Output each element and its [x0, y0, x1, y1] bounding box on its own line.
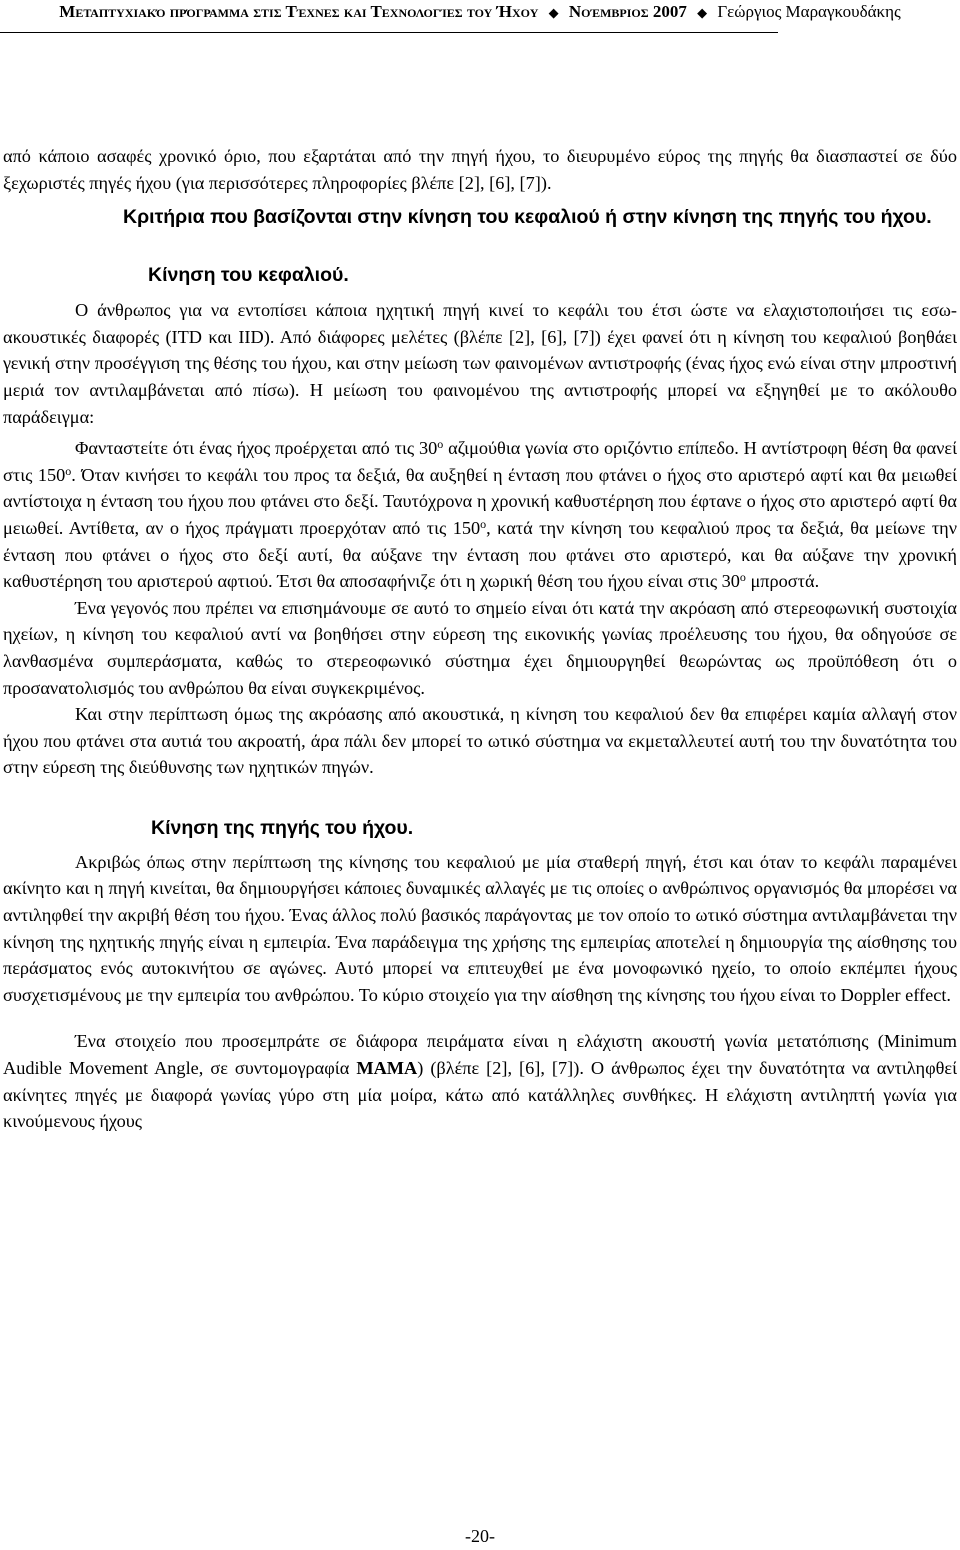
degree-sign: ο: [65, 463, 72, 478]
text-run: Φανταστείτε ότι ένας ήχος προέρχεται από τις 30: [75, 438, 438, 459]
document-body: [3, 143, 957, 1135]
header-divider: [0, 32, 778, 33]
degree-sign: ο: [480, 516, 487, 531]
paragraph-source-motion-1: Ακριβώς όπως στην περίπτωση της κίνησης του κεφαλιού με μία σταθερή πηγή, έτσι και όταν το κεφάλι παραμένει ακίνητο και η πηγή κινείται, θα δημιουργήσει κάποιες δυναμικές αλλαγές με τις οποίες ο ανθρώπινος οργανισμός θα μπορέσει να αντιληφθεί την ακριβή θέση του ήχου. Ένας άλλος πολύ βασικός παράγοντας με τον οποίο το ωτικό σύστημα αντιλαμβάνεται την κίνηση της ηχητικής πηγής είναι η εμπειρία. Ένα παράδειγμα της χρήσης της εμπειρίας αποτελεί η δημιουργία της αίσθησης του περάσματος ενός αυτοκινήτου σε αγώνες. Αυτό μπορεί να επιτευχθεί με ένα μονοφωνικό ηχείο, το οποίο εκπέμπει ήχους συσχετισμένους με την εμπειρία του ανθρώπου. Το κύριο στοιχείο για την αίσθηση της κίνησης του ήχου είναι το Doppler effect.: [3, 851, 957, 1005]
paragraph-head-motion-2: [3, 435, 957, 595]
paragraph-source-motion-2: [3, 1028, 957, 1134]
section-heading-criteria: Κριτήρια που βασίζονται στην κίνηση του κεφαλιού ή στην κίνηση της πηγής του ήχου.: [123, 206, 932, 229]
text-run: , κατά την κίνηση του κεφαλιού προς τα δεξιά, θα μείωνε την ένταση που φτάνει ο ήχος στο δεξί αυτί, θα αύξανε την ένταση που φτάνει στο αριστερό, και θα αύξανε την χρονική καθυστέρηση του αριστερού αφτιού. Έτσι θα αποσαφήνιζε ότι η χωρική θέση του ήχου είναι στις 30: [3, 517, 957, 592]
paragraph-head-motion-4: Και στην περίπτωση όμως της ακρόασης από ακουστικά, η κίνηση του κεφαλιού δεν θα επιφέρει καμία αλλαγή στον ήχου που φτάνει στα αυτιά του ακροατή, άρα πάλι δεν μπορεί το ωτικό σύστημα να εκμεταλλευτεί αυτή του την δυνατότητα του στην εύρεση της διεύθυνσης των ηχητικών πηγών.: [3, 704, 957, 778]
degree-sign: ο: [437, 437, 444, 452]
degree-sign: ο: [739, 570, 746, 585]
subsection-heading-source-motion: Κίνηση της πηγής του ήχου.: [151, 816, 414, 839]
text-run: . Όταν κινήσει το κεφάλι του προς τα δεξιά, θα αυξηθεί η ένταση που φτάνει ο ήχος στο αριστερό αφτί και θα μειωθεί αντίστοιχα η ένταση του ήχου που φτάνει στο δεξί. Ταυτόχρονα η χρονική καθυστέρηση που έφτανε ο ήχος στο αριστερό αφτί θα μειωθεί. Αντίθετα, αν ο ήχος πράγματι προερχόταν από τις 150: [3, 464, 957, 538]
paragraph-intro: από κάποιο ασαφές χρονικό όριο, που εξαρτάται από την πηγή ήχου, το διευρυμένο εύρος της πηγής θα διασπαστεί σε δύο ξεχωριστές πηγές ήχου (για περισσότερες πληροφορίες βλέπε [2], [6], [7]).: [3, 146, 957, 193]
subsection-heading-head-motion: Κίνηση του κεφαλιού.: [148, 264, 349, 287]
text-run: αζιμούθια γωνία στο οριζόντιο επίπεδο. Η αντίστροφη θέση θα φανεί στις 150: [3, 438, 958, 485]
header-program: Μεταπτυχιακό πρόγραμμα στις Τέχνες και Τεχνολογίες του Ήχου: [59, 2, 539, 21]
diamond-icon: ◆: [548, 5, 559, 20]
paragraph-head-motion-1: Ο άνθρωπος για να εντοπίσει κάποια ηχητική πηγή κινεί το κεφάλι του έτσι ώστε να ελαχιστοποιήσει τις εσω-ακουστικές διαφορές (ITD και IID). Από διάφορες μελέτες (βλέπε [2], [6], [7]) έχει φανεί ότι η κίνηση του κεφαλιού βοηθάει γενική στην προσέγγιση της θέσης του ήχου, και στην μείωση των φαινομένων αντιστροφής (ένας ήχος ενώ είναι στην μπροστινή μεριά τον αντιλαμβάνεται από πίσω). Η μείωση του φαινομένου της αντιστροφής μπορεί να εξηγηθεί με το ακόλουθο παράδειγμα:: [3, 300, 957, 427]
header-author: Γεώργιος Μαραγκουδάκης: [717, 2, 901, 21]
diamond-icon: ◆: [697, 5, 708, 20]
text-run: ) (βλέπε [2], [6], [7]). Ο άνθρωπος έχει την δυνατότητα να αντιληφθεί ακίνητες πηγές με διαφορά γωνίας γύρο στη μία μοίρα, κάτω από κατάλληλες συνθήκες. Η ελάχιστη αντιληπτή γωνία για κινούμενους ήχους: [3, 1058, 957, 1132]
paragraph-head-motion-3: Ένα γεγονός που πρέπει να επισημάνουμε σε αυτό το σημείο είναι ότι κατά την ακρόαση από στερεοφωνική συστοιχία ηχείων, η κίνηση του κεφαλιού αντί να βοηθήσει στην εύρεση της εικονικής γωνίας προέλευσης του ήχου, θα οδηγούσε σε λανθασμένα συμπεράσματα, καθώς το στερεοφωνικό σύστημα έχει δημιουργηθεί θεωρώντας ως προϋπόθεση ότι ο προσανατολισμός του ανθρώπου θα είναι συγκεκριμένος.: [3, 597, 957, 698]
header-date: Νοέμβριος 2007: [568, 2, 687, 21]
text-run: μπροστά.: [745, 571, 820, 592]
acronym-mama: MAMA: [356, 1058, 418, 1079]
running-header: [0, 2, 960, 22]
text-run: Ένα στοιχείο που προσεμπράτε σε διάφορα πειράματα είναι η ελάχιστη ακουστή γωνία μετατόπισης (Minimum Audible Movement Angle, σε συντομογραφία: [3, 1031, 957, 1079]
page-number: -20-: [465, 1526, 495, 1546]
